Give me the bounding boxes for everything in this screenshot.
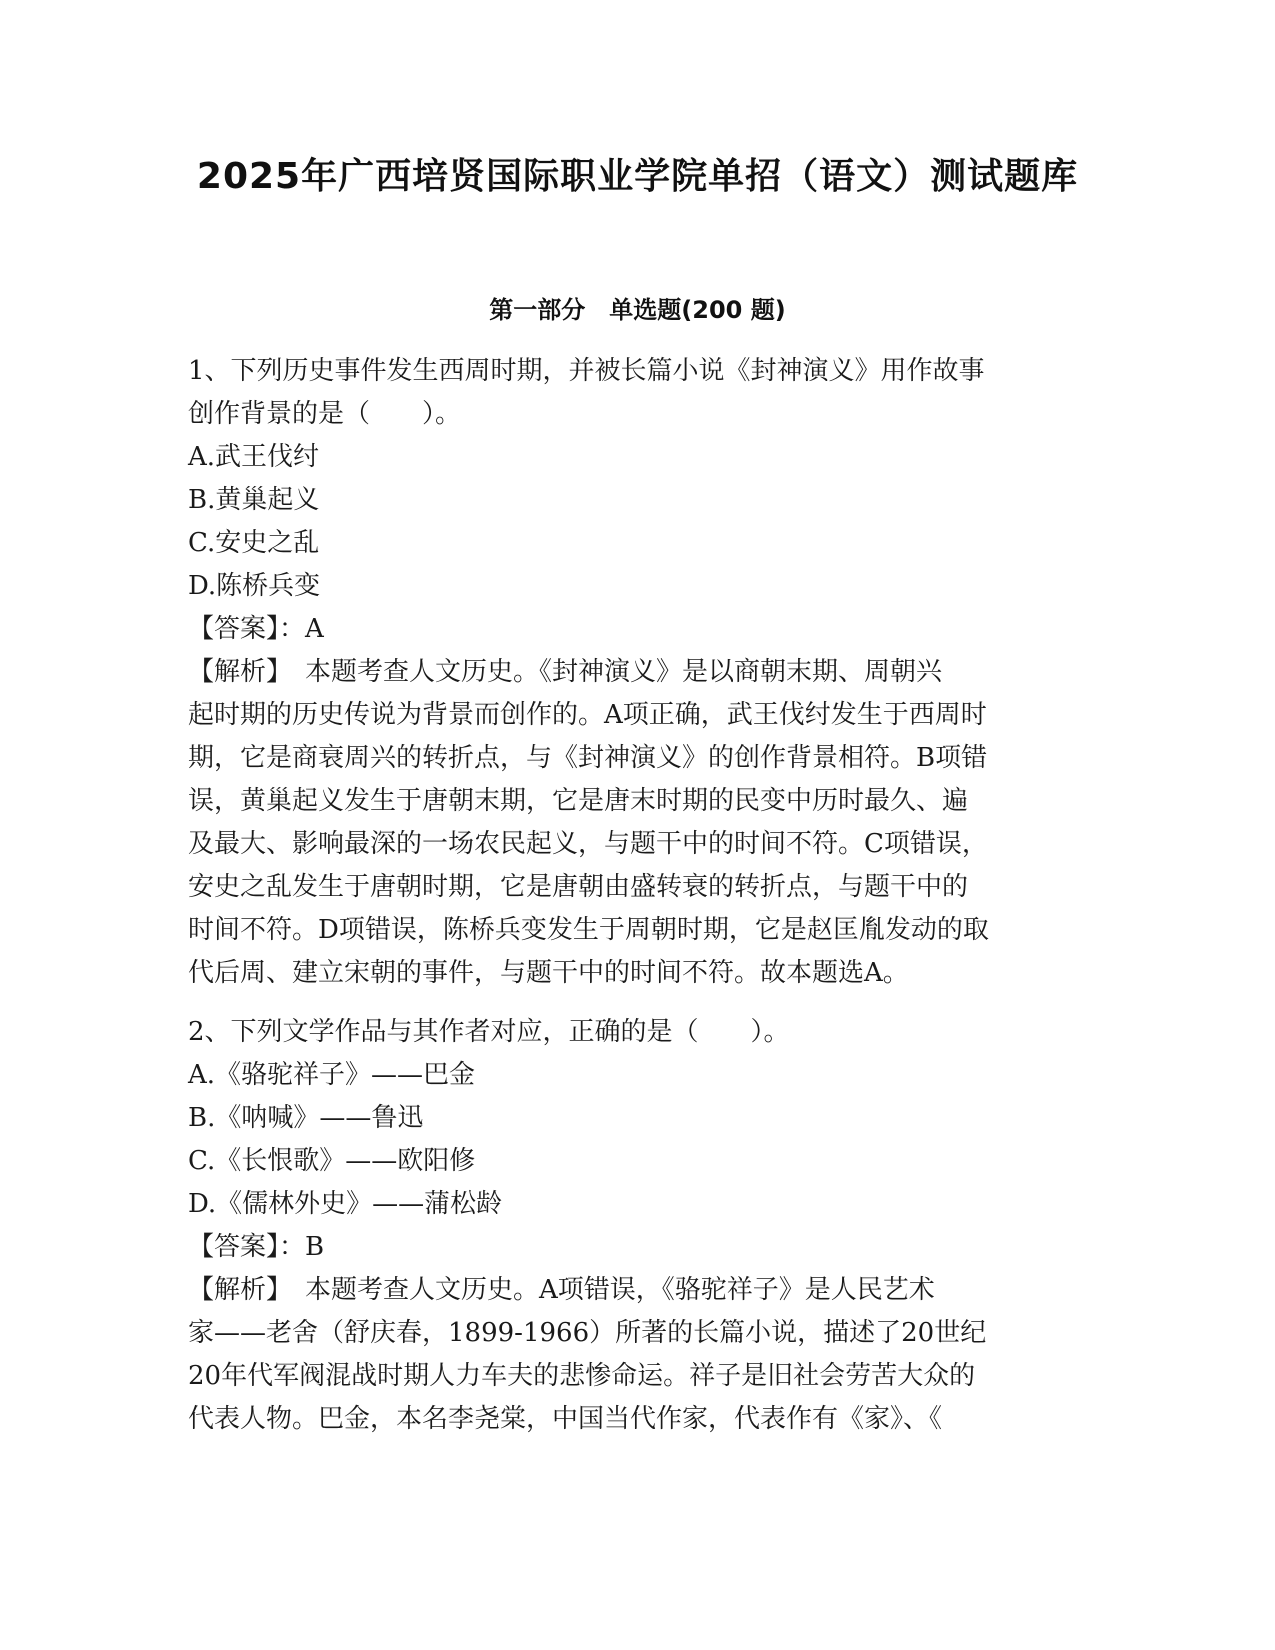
question-stem-line: 1、下列历史事件发生西周时期，并被长篇小说《封神演义》用作故事 (188, 356, 985, 386)
analysis-line: 起时期的历史传说为背景而创作的。A项正确，武王伐纣发生于西周时 (188, 700, 987, 730)
analysis-line: 【解析】 本题考查人文历史。《封神演义》是以商朝末期、周朝兴 (188, 657, 943, 687)
analysis-line: 代后周、建立宋朝的事件，与题干中的时间不符。故本题选A。 (188, 958, 909, 988)
analysis-line: 家——老舍（舒庆春，1899-1966）所著的长篇小说，描述了20世纪 (188, 1318, 987, 1348)
option-b: B.黄巢起义 (188, 485, 320, 515)
analysis-line: 20年代军阀混战时期人力车夫的悲惨命运。祥子是旧社会劳苦大众的 (188, 1361, 976, 1391)
option-a: A.武王伐纣 (188, 442, 320, 472)
analysis-line: 期，它是商衰周兴的转折点，与《封神演义》的创作背景相符。B项错 (188, 743, 988, 773)
analysis-line: 【解析】 本题考查人文历史。A项错误，《骆驼祥子》是人民艺术 (188, 1275, 935, 1305)
option-d: D.《儒林外史》——蒲松龄 (188, 1189, 503, 1219)
paragraph-gap (188, 995, 1088, 1011)
option-c: C.安史之乱 (188, 528, 320, 558)
analysis-line: 时间不符。D项错误，陈桥兵变发生于周朝时期，它是赵匡胤发动的取 (188, 915, 989, 945)
option-c: C.《长恨歌》——欧阳修 (188, 1146, 476, 1176)
option-a: A.《骆驼祥子》——巴金 (188, 1060, 476, 1090)
question-stem-line: 2、下列文学作品与其作者对应，正确的是（ ）。 (188, 1017, 790, 1047)
question-item (188, 350, 1088, 995)
analysis-line: 安史之乱发生于唐朝时期，它是唐朝由盛转衰的转折点，与题干中的 (188, 872, 969, 902)
question-item (188, 1011, 1088, 1441)
answer-line: 【答案】：A (188, 614, 324, 644)
option-b: B.《呐喊》——鲁迅 (188, 1103, 424, 1133)
question-list (188, 350, 1088, 1441)
analysis-line: 及最大、影响最深的一场农民起义，与题干中的时间不符。C项错误， (188, 829, 988, 859)
section-title: 第一部分 单选题(200 题) (489, 296, 786, 324)
question-stem-line: 创作背景的是（ ）。 (188, 399, 462, 429)
option-d: D.陈桥兵变 (188, 571, 321, 601)
analysis-line: 代表人物。巴金，本名李尧棠，中国当代作家，代表作有《家》、《 (188, 1404, 943, 1434)
document-title: 2025年广西培贤国际职业学院单招（语文）测试题库 (196, 156, 1079, 197)
answer-line: 【答案】：B (188, 1232, 325, 1262)
analysis-line: 误，黄巢起义发生于唐朝末期，它是唐末时期的民变中历时最久、遍 (188, 786, 969, 816)
